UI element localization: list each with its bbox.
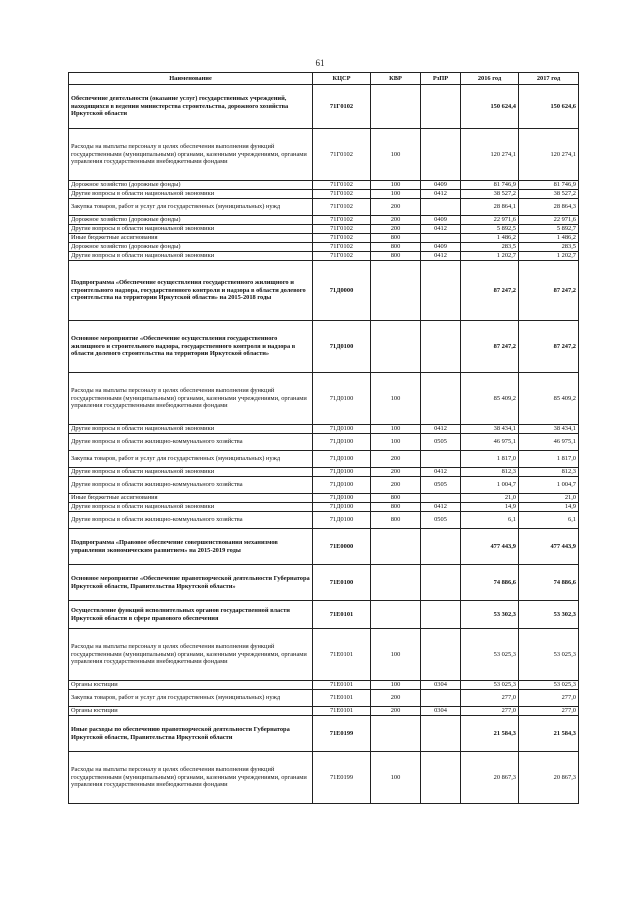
row-kvr-cell: 800 <box>371 512 421 529</box>
table-row <box>69 494 579 503</box>
row-rzpr-cell <box>421 494 461 503</box>
table-row <box>69 690 579 707</box>
row-2016-cell: 1 004,7 <box>461 477 519 494</box>
row-kvr-cell: 800 <box>371 243 421 252</box>
row-kvr-cell <box>371 716 421 752</box>
row-rzpr-cell: 0505 <box>421 512 461 529</box>
row-2016-cell: 21 584,3 <box>461 716 519 752</box>
row-rzpr-cell: 0412 <box>421 252 461 261</box>
row-2017-cell: 53 025,3 <box>519 629 579 681</box>
table-row <box>69 425 579 434</box>
table-header-row <box>69 73 579 85</box>
table-row <box>69 451 579 468</box>
row-rzpr-cell <box>421 752 461 804</box>
row-kcsr-cell: 71Д0100 <box>313 468 371 477</box>
table-row <box>69 629 579 681</box>
row-kcsr-cell: 71Г0102 <box>313 225 371 234</box>
row-kcsr-cell: 71Г0102 <box>313 252 371 261</box>
row-kvr-cell: 200 <box>371 199 421 216</box>
row-name-cell: Закупка товаров, работ и услуг для государственных (муниципальных) нужд <box>69 690 313 707</box>
row-rzpr-cell <box>421 716 461 752</box>
row-kcsr-cell: 71Е0101 <box>313 707 371 716</box>
row-name-cell: Расходы на выплаты персоналу в целях обеспечения выполнения функций государственными (муниципальными) органами, казенными учреждениями, органами управления государственными внебюджетными фондами <box>69 629 313 681</box>
header-kcsr: КЦСР <box>313 73 371 85</box>
table-row <box>69 129 579 181</box>
row-rzpr-cell <box>421 373 461 425</box>
row-rzpr-cell <box>421 565 461 601</box>
row-2017-cell: 38 434,1 <box>519 425 579 434</box>
table-row <box>69 199 579 216</box>
row-2016-cell: 81 746,9 <box>461 181 519 190</box>
row-kcsr-cell: 71Д0100 <box>313 477 371 494</box>
row-rzpr-cell <box>421 199 461 216</box>
row-2016-cell: 46 975,1 <box>461 434 519 451</box>
row-kcsr-cell: 71Д0000 <box>313 261 371 321</box>
row-2017-cell: 38 527,2 <box>519 190 579 199</box>
table-row <box>69 373 579 425</box>
header-name: Наименование <box>69 73 313 85</box>
row-rzpr-cell <box>421 321 461 373</box>
row-kcsr-cell: 71Д0100 <box>313 503 371 512</box>
row-kcsr-cell: 71Д0100 <box>313 512 371 529</box>
row-2017-cell: 1 004,7 <box>519 477 579 494</box>
page-number: 61 <box>315 58 325 68</box>
row-rzpr-cell: 0412 <box>421 503 461 512</box>
row-name-cell: Другие вопросы в области национальной экономики <box>69 225 313 234</box>
row-kcsr-cell: 71Е0000 <box>313 529 371 565</box>
row-2017-cell: 53 025,3 <box>519 681 579 690</box>
row-kvr-cell: 100 <box>371 752 421 804</box>
row-name-cell: Другие вопросы в области жилищно-коммунального хозяйства <box>69 512 313 529</box>
row-kvr-cell: 100 <box>371 681 421 690</box>
row-name-cell: Другие вопросы в области жилищно-коммунального хозяйства <box>69 434 313 451</box>
table-row <box>69 477 579 494</box>
row-2016-cell: 53 025,3 <box>461 629 519 681</box>
row-name-cell: Расходы на выплаты персоналу в целях обеспечения выполнения функций государственными (муниципальными) органами, казенными учреждениями, органами управления государственными внебюджетными фондами <box>69 129 313 181</box>
table-row <box>69 216 579 225</box>
row-2017-cell: 21 584,3 <box>519 716 579 752</box>
row-name-cell: Иные бюджетные ассигнования <box>69 234 313 243</box>
row-kvr-cell <box>371 529 421 565</box>
row-kcsr-cell: 71Е0100 <box>313 565 371 601</box>
row-2016-cell: 28 864,1 <box>461 199 519 216</box>
row-kvr-cell <box>371 565 421 601</box>
row-name-cell: Иные бюджетные ассигнования <box>69 494 313 503</box>
row-name-cell: Другие вопросы в области национальной экономики <box>69 252 313 261</box>
row-2017-cell: 5 892,7 <box>519 225 579 234</box>
header-kvr: КВР <box>371 73 421 85</box>
row-name-cell: Обеспечение деятельности (оказание услуг) государственных учреждений, находящихся в ведении министерства строительства, дорожного хозяйства Иркутской области <box>69 85 313 129</box>
row-kcsr-cell: 71Г0102 <box>313 199 371 216</box>
table-row <box>69 752 579 804</box>
row-rzpr-cell <box>421 690 461 707</box>
table-body <box>69 85 579 804</box>
row-kcsr-cell: 71Е0101 <box>313 681 371 690</box>
row-2017-cell: 14,9 <box>519 503 579 512</box>
row-2016-cell: 74 886,6 <box>461 565 519 601</box>
row-2016-cell: 1 486,2 <box>461 234 519 243</box>
table-row <box>69 468 579 477</box>
row-kvr-cell: 200 <box>371 690 421 707</box>
table-row <box>69 252 579 261</box>
row-name-cell: Основное мероприятие «Обеспечение правотворческой деятельности Губернатора Иркутской области, Правительства Иркутской области» <box>69 565 313 601</box>
row-kvr-cell <box>371 601 421 629</box>
row-2016-cell: 283,5 <box>461 243 519 252</box>
row-2016-cell: 21,0 <box>461 494 519 503</box>
row-rzpr-cell: 0409 <box>421 181 461 190</box>
table-row <box>69 529 579 565</box>
row-2017-cell: 812,3 <box>519 468 579 477</box>
row-rzpr-cell <box>421 85 461 129</box>
row-2016-cell: 1 202,7 <box>461 252 519 261</box>
header-2017: 2017 год <box>519 73 579 85</box>
row-kcsr-cell: 71Г0102 <box>313 190 371 199</box>
table-row <box>69 434 579 451</box>
row-kcsr-cell: 71Е0101 <box>313 690 371 707</box>
table-row <box>69 234 579 243</box>
row-rzpr-cell: 0304 <box>421 707 461 716</box>
row-rzpr-cell: 0409 <box>421 243 461 252</box>
row-2016-cell: 812,3 <box>461 468 519 477</box>
row-name-cell: Расходы на выплаты персоналу в целях обеспечения выполнения функций государственными (муниципальными) органами, казенными учреждениями, органами управления государственными внебюджетными фондами <box>69 752 313 804</box>
row-2017-cell: 1 817,0 <box>519 451 579 468</box>
row-name-cell: Дорожное хозяйство (дорожные фонды) <box>69 243 313 252</box>
row-rzpr-cell <box>421 451 461 468</box>
row-2016-cell: 1 817,0 <box>461 451 519 468</box>
row-2017-cell: 53 302,3 <box>519 601 579 629</box>
row-kvr-cell <box>371 321 421 373</box>
row-kvr-cell <box>371 261 421 321</box>
table-row <box>69 716 579 752</box>
row-2017-cell: 120 274,1 <box>519 129 579 181</box>
row-name-cell: Осуществление функций исполнительных органов государственной власти Иркутской области в сфере правового обеспечения <box>69 601 313 629</box>
table-row <box>69 601 579 629</box>
table-row <box>69 321 579 373</box>
row-kcsr-cell: 71Г0102 <box>313 234 371 243</box>
row-rzpr-cell <box>421 601 461 629</box>
row-rzpr-cell: 0409 <box>421 216 461 225</box>
row-kcsr-cell: 71Д0100 <box>313 321 371 373</box>
row-kvr-cell: 200 <box>371 477 421 494</box>
row-name-cell: Органы юстиции <box>69 707 313 716</box>
row-rzpr-cell: 0412 <box>421 468 461 477</box>
row-rzpr-cell <box>421 129 461 181</box>
row-name-cell: Расходы на выплаты персоналу в целях обеспечения выполнения функций государственными (муниципальными) органами, казенными учреждениями, органами управления государственными внебюджетными фондами <box>69 373 313 425</box>
row-kvr-cell: 100 <box>371 129 421 181</box>
row-kcsr-cell: 71Г0102 <box>313 85 371 129</box>
row-kvr-cell: 800 <box>371 503 421 512</box>
row-2016-cell: 6,1 <box>461 512 519 529</box>
row-2016-cell: 277,0 <box>461 690 519 707</box>
table-row <box>69 181 579 190</box>
table-row <box>69 512 579 529</box>
row-kvr-cell: 200 <box>371 451 421 468</box>
row-kvr-cell: 100 <box>371 181 421 190</box>
row-name-cell: Подпрограмма «Обеспечение осуществления государственного жилищного и строительного надзора, государственного контроля и надзора в области долевого строительства на территории Иркутской области» на 2015-2018 годы <box>69 261 313 321</box>
row-name-cell: Дорожное хозяйство (дорожные фонды) <box>69 181 313 190</box>
table-row <box>69 707 579 716</box>
row-2017-cell: 477 443,9 <box>519 529 579 565</box>
table-row <box>69 681 579 690</box>
row-2017-cell: 1 202,7 <box>519 252 579 261</box>
row-kvr-cell: 800 <box>371 494 421 503</box>
row-rzpr-cell <box>421 629 461 681</box>
row-name-cell: Органы юстиции <box>69 681 313 690</box>
row-kvr-cell: 200 <box>371 225 421 234</box>
row-2017-cell: 74 886,6 <box>519 565 579 601</box>
row-name-cell: Закупка товаров, работ и услуг для государственных (муниципальных) нужд <box>69 199 313 216</box>
row-rzpr-cell: 0412 <box>421 425 461 434</box>
row-kvr-cell: 800 <box>371 234 421 243</box>
row-2016-cell: 14,9 <box>461 503 519 512</box>
row-2016-cell: 150 624,4 <box>461 85 519 129</box>
row-2017-cell: 85 409,2 <box>519 373 579 425</box>
table-row <box>69 503 579 512</box>
header-rzpr: РзПР <box>421 73 461 85</box>
table-row <box>69 85 579 129</box>
row-kvr-cell <box>371 85 421 129</box>
row-2016-cell: 477 443,9 <box>461 529 519 565</box>
row-2016-cell: 38 527,2 <box>461 190 519 199</box>
row-kvr-cell: 200 <box>371 468 421 477</box>
row-kvr-cell: 100 <box>371 373 421 425</box>
row-2017-cell: 28 864,3 <box>519 199 579 216</box>
row-kcsr-cell: 71Д0100 <box>313 425 371 434</box>
table-row <box>69 261 579 321</box>
row-2016-cell: 38 434,1 <box>461 425 519 434</box>
row-rzpr-cell <box>421 529 461 565</box>
row-2017-cell: 6,1 <box>519 512 579 529</box>
row-name-cell: Дорожное хозяйство (дорожные фонды) <box>69 216 313 225</box>
row-kcsr-cell: 71Г0102 <box>313 181 371 190</box>
row-kcsr-cell: 71Г0102 <box>313 129 371 181</box>
row-2016-cell: 53 302,3 <box>461 601 519 629</box>
row-name-cell: Другие вопросы в области национальной экономики <box>69 468 313 477</box>
row-name-cell: Другие вопросы в области жилищно-коммунального хозяйства <box>69 477 313 494</box>
row-2016-cell: 22 971,6 <box>461 216 519 225</box>
row-2016-cell: 85 409,2 <box>461 373 519 425</box>
row-rzpr-cell: 0505 <box>421 434 461 451</box>
row-2016-cell: 120 274,1 <box>461 129 519 181</box>
row-kcsr-cell: 71Г0102 <box>313 243 371 252</box>
row-kcsr-cell: 71Д0100 <box>313 451 371 468</box>
row-kvr-cell: 200 <box>371 707 421 716</box>
row-kvr-cell: 800 <box>371 252 421 261</box>
row-name-cell: Иные расходы по обеспечению правотворческой деятельности Губернатора Иркутской области, Правительства Иркутской области <box>69 716 313 752</box>
row-2017-cell: 46 975,1 <box>519 434 579 451</box>
row-kcsr-cell: 71Е0101 <box>313 629 371 681</box>
row-2016-cell: 5 892,5 <box>461 225 519 234</box>
row-2016-cell: 277,0 <box>461 707 519 716</box>
row-2017-cell: 87 247,2 <box>519 261 579 321</box>
row-2017-cell: 81 746,9 <box>519 181 579 190</box>
row-2016-cell: 87 247,2 <box>461 321 519 373</box>
row-2017-cell: 277,0 <box>519 707 579 716</box>
row-kcsr-cell: 71Е0101 <box>313 601 371 629</box>
row-kvr-cell: 100 <box>371 190 421 199</box>
row-name-cell: Другие вопросы в области национальной экономики <box>69 503 313 512</box>
row-2017-cell: 150 624,6 <box>519 85 579 129</box>
row-rzpr-cell <box>421 234 461 243</box>
row-kvr-cell: 100 <box>371 629 421 681</box>
row-2017-cell: 87 247,2 <box>519 321 579 373</box>
row-kcsr-cell: 71Д0100 <box>313 434 371 451</box>
row-name-cell: Основное мероприятие «Обеспечение осуществления государственного жилищного и строительного надзора, государственного контроля и надзора в области долевого строительства на территории Иркутской области» <box>69 321 313 373</box>
row-rzpr-cell: 0412 <box>421 225 461 234</box>
row-2016-cell: 20 867,3 <box>461 752 519 804</box>
row-kvr-cell: 200 <box>371 216 421 225</box>
row-2016-cell: 53 025,3 <box>461 681 519 690</box>
table-row <box>69 190 579 199</box>
row-2017-cell: 20 867,3 <box>519 752 579 804</box>
table-row <box>69 565 579 601</box>
row-kcsr-cell: 71Г0102 <box>313 216 371 225</box>
row-kcsr-cell: 71Д0100 <box>313 494 371 503</box>
row-2017-cell: 22 971,6 <box>519 216 579 225</box>
table-row <box>69 225 579 234</box>
row-rzpr-cell <box>421 261 461 321</box>
row-kcsr-cell: 71Е0199 <box>313 716 371 752</box>
row-name-cell: Закупка товаров, работ и услуг для государственных (муниципальных) нужд <box>69 451 313 468</box>
row-rzpr-cell: 0304 <box>421 681 461 690</box>
row-rzpr-cell: 0412 <box>421 190 461 199</box>
row-2017-cell: 283,5 <box>519 243 579 252</box>
row-2017-cell: 277,0 <box>519 690 579 707</box>
row-kcsr-cell: 71Е0199 <box>313 752 371 804</box>
row-name-cell: Другие вопросы в области национальной экономики <box>69 425 313 434</box>
header-2016: 2016 год <box>461 73 519 85</box>
row-2017-cell: 21,0 <box>519 494 579 503</box>
row-kvr-cell: 100 <box>371 425 421 434</box>
row-rzpr-cell: 0505 <box>421 477 461 494</box>
row-name-cell: Подпрограмма «Правовое обеспечение совершенствования механизмов управления экономическим развитием» на 2015-2019 годы <box>69 529 313 565</box>
budget-table <box>68 72 579 804</box>
row-kvr-cell: 100 <box>371 434 421 451</box>
table-row <box>69 243 579 252</box>
row-kcsr-cell: 71Д0100 <box>313 373 371 425</box>
row-name-cell: Другие вопросы в области национальной экономики <box>69 190 313 199</box>
row-2016-cell: 87 247,2 <box>461 261 519 321</box>
row-2017-cell: 1 486,2 <box>519 234 579 243</box>
